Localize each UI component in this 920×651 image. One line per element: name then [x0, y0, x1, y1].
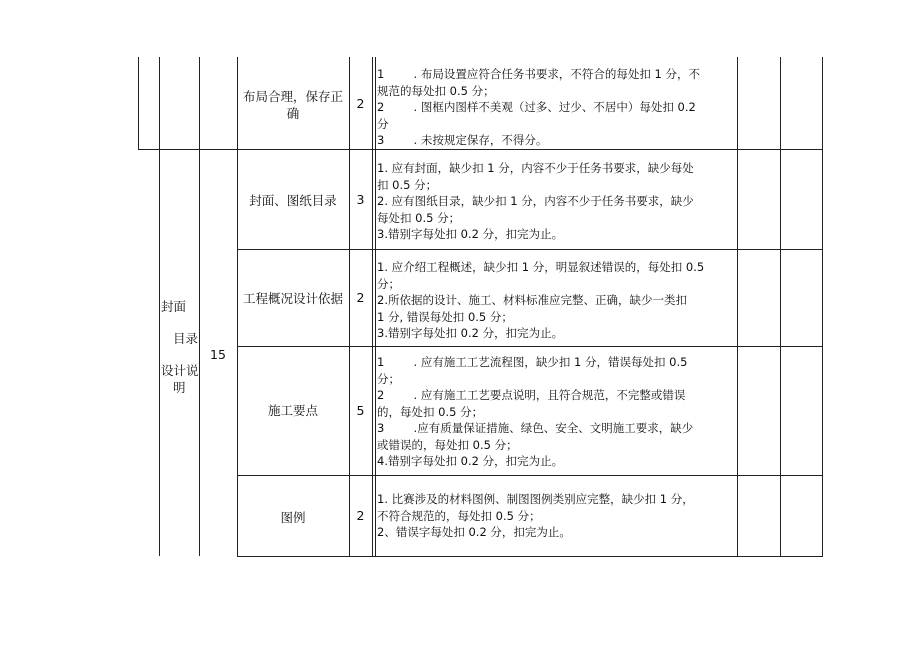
criteria-line: 分；	[377, 276, 400, 291]
grid-line	[237, 556, 823, 557]
criteria-line: 1 分, 错误每处扣 0.5 分；	[377, 309, 513, 324]
criteria-line: 分	[377, 116, 389, 131]
grid-line	[237, 475, 823, 476]
item-name-line: 布局合理，保存正	[242, 89, 343, 104]
category-line: 设计说	[161, 363, 199, 378]
category-line: 目录	[173, 331, 199, 346]
criteria-list	[377, 491, 737, 541]
item-name-layout	[240, 88, 346, 122]
grid-line	[237, 249, 823, 250]
item-name-line: 工程概况设计依据	[242, 291, 343, 306]
criteria-line: 2. 应有图纸目录，缺少扣 1 分，内容不少于任务书要求，缺少	[377, 194, 694, 208]
item-name-line: 封面、图纸目录	[249, 193, 337, 208]
grid-line	[822, 57, 823, 556]
criteria-line: 规范的每处扣 0.5 分；	[377, 83, 495, 98]
item-name-legend	[240, 509, 346, 526]
criteria-line: 不符合规范的，每处扣 0.5 分；	[377, 508, 541, 523]
item-score: 2	[356, 95, 365, 111]
item-score: 5	[356, 403, 365, 418]
grid-line	[737, 57, 738, 556]
category-line: 封面	[161, 299, 187, 314]
grid-line	[372, 57, 373, 556]
item-name-line: 图例	[280, 510, 306, 525]
item-name-line: 确	[286, 106, 300, 121]
criteria-line: 2 . 应有施工工艺要点说明，且符合规范，不完整或错误	[377, 388, 686, 402]
criteria-list	[377, 259, 737, 342]
item-score: 2	[356, 290, 365, 305]
criteria-list	[377, 354, 737, 470]
item-name-overview	[238, 290, 348, 307]
grid-line	[138, 57, 139, 149]
criteria-list	[377, 66, 737, 149]
criteria-line: 1 . 布局设置应符合任务书要求，不符合的每处扣 1 分，不	[377, 67, 700, 81]
criteria-line: 1 . 应有施工工艺流程图，缺少扣 1 分，错误每处扣 0.5	[377, 355, 688, 369]
category-label	[161, 298, 201, 396]
criteria-line: 分；	[377, 371, 400, 386]
grid-line	[237, 346, 823, 347]
criteria-line: 1. 比赛涉及的材料图例、制图图例类别应完整，缺少扣 1 分，	[377, 492, 694, 506]
grid-line	[138, 149, 823, 150]
item-name-construction	[240, 402, 346, 419]
criteria-list	[377, 160, 737, 243]
item-score: 3	[356, 191, 365, 207]
criteria-line: 1. 应有封面，缺少扣 1 分，内容不少于任务书要求，缺少每处	[377, 161, 694, 175]
grid-line	[159, 57, 160, 556]
item-name-cover	[240, 192, 346, 209]
criteria-line: 每处扣 0.5 分；	[377, 210, 461, 225]
grid-line	[375, 57, 376, 556]
criteria-line: 或错误的，每处扣 0.5 分；	[377, 437, 518, 452]
criteria-line: 扣 0.5 分；	[377, 177, 438, 192]
criteria-line: 1. 应介绍工程概述，缺少扣 1 分，明显叙述错误的，每处扣 0.5	[377, 260, 705, 274]
grid-line	[780, 57, 781, 556]
criteria-line: 2、错误字每处扣 0.2 分，扣完为止。	[377, 525, 571, 539]
criteria-line: 3 . 未按规定保存，不得分。	[377, 133, 548, 147]
criteria-line: 3.错别字每处扣 0.2 分，扣完为止。	[377, 326, 564, 340]
subtotal-score: 15	[210, 346, 226, 362]
criteria-line: 3.错别字每处扣 0.2 分，扣完为止。	[377, 227, 564, 241]
item-score: 2	[356, 508, 365, 523]
criteria-line: 的，每处扣 0.5 分；	[377, 404, 484, 419]
criteria-line: 4.错别字每处扣 0.2 分，扣完为止。	[377, 454, 564, 468]
category-line: 明	[173, 380, 186, 395]
criteria-line: 2.所依据的设计、施工、材料标准应完整、正确，缺少一类扣	[377, 293, 687, 307]
item-name-line: 施工要点	[267, 403, 318, 418]
criteria-line: 3 .应有质量保证措施、绿色、安全、文明施工要求，缺少	[377, 421, 694, 435]
criteria-line: 2 . 图框内图样不美观（过多、过少、不居中）每处扣 0.2	[377, 100, 696, 114]
